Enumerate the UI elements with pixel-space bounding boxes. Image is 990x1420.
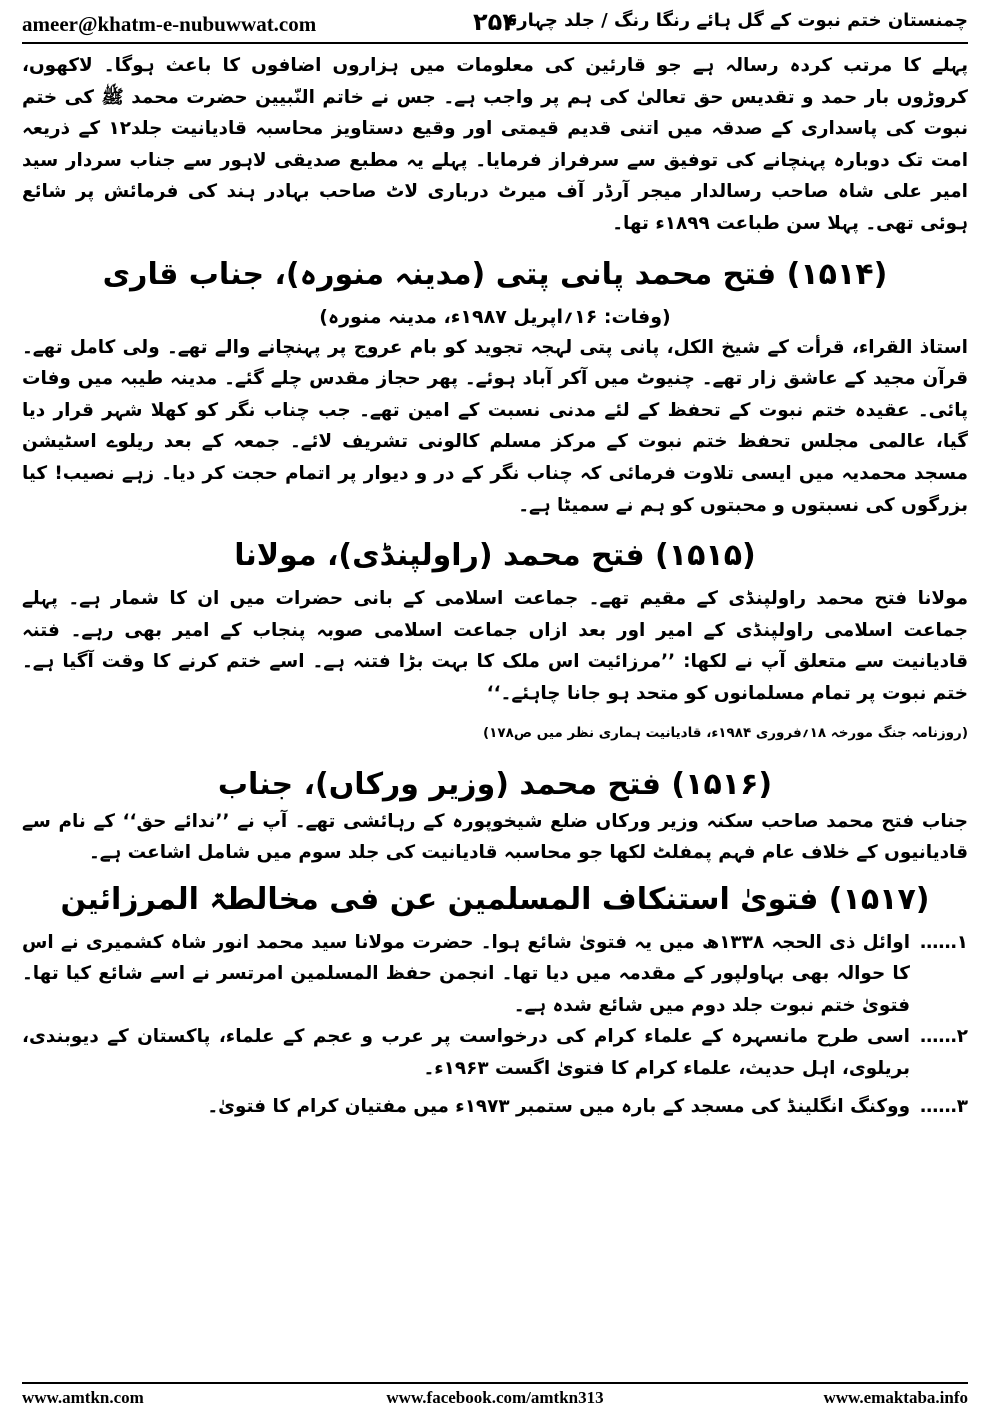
header-email[interactable]: ameer@khatm-e-nubuwwat.com xyxy=(22,12,317,36)
list-item-text: اوائل ذی الحجہ ۱۳۳۸ھ میں یہ فتویٰ شائع ہوا۔ حضرت مولانا سید محمد انور شاہ کشمیری نے اس کا حوالہ بھی بہاولپور کے مقدمہ میں دیا تھا۔ انجمن حفظ المسلمین امرتسر نے اسے شائع کیا تھا۔ فتویٰ ختم نبوت جلد دوم میں شائع شدہ ہے۔ xyxy=(22,931,910,1016)
footer-rule xyxy=(22,1382,968,1384)
section-subheading-1514: (وفات: ۱۶؍اپریل ۱۹۸۷ء، مدینہ منورہ) xyxy=(319,305,671,328)
footer-link-amtkn[interactable]: www.amtkn.com xyxy=(22,1388,144,1407)
list-item-text: ووکنگ انگلینڈ کی مسجد کے بارہ میں ستمبر ۱۹۷۳ء میں مفتیان کرام کا فتویٰ۔ xyxy=(207,1095,910,1117)
section-paragraph-1516: جناب فتح محمد صاحب سکنہ وزیر ورکاں ضلع شیخوپورہ کے رہائشی تھے۔ آپ نے ’’ندائے حق‘‘ کے نام سے قادیانیوں کے خلاف عام فہم پمفلٹ لکھا جو محاسبہ قادیانیت کی جلد سوم میں شامل اشاعت ہے۔ xyxy=(22,810,968,864)
section-heading-1515: (۱۵۱۵) فتح محمد (راولپنڈی)، مولانا xyxy=(234,538,756,574)
list-item xyxy=(22,1091,968,1123)
page-number: ۲۵۴ xyxy=(473,8,517,36)
section-heading-1516: (۱۵۱۶) فتح محمد (وزیر ورکاں)، جناب xyxy=(217,766,773,802)
page-header xyxy=(22,6,968,40)
intro-paragraph: پہلے کا مرتب کردہ رسالہ ہے جو قارئین کی معلومات میں ہزاروں اضافوں کا باعث ہوگا۔ لاکھوں، کروڑوں بار حمد و تقدیس حق تعالیٰ کی ہم پر واجب ہے۔ جس نے خاتم النّبیین حضرت محمد ﷺ کی ختم نبوت کی پاسداری کے صدقہ میں اتنی قدیم قیمتی اور وقیع دستاویز محاسبہ قادیانیت جلد۱۲ کے ذریعہ امت تک دوبارہ پہنچانے کی توفیق سے سرفراز فرمایا۔ پہلے یہ مطبع صدیقی لاہور سے جناب سردار سید امیر علی شاہ صاحب رسالدار میجر آرڈر آف میرٹ درباری لاٹ صاحب بہادر ہند کی فرمائش پر شائع ہوئی تھی۔ پہلا سن طباعت ۱۸۹۹ء تھا۔ xyxy=(22,55,968,234)
footer-link-emaktaba[interactable]: www.emaktaba.info xyxy=(823,1388,968,1407)
footer-link-facebook[interactable]: www.facebook.com/amtkn313 xyxy=(386,1388,604,1407)
list-item-number: ۱…… xyxy=(919,931,968,953)
header-rule xyxy=(22,42,968,44)
section-paragraph-1514: استاذ القراء، قرأت کے شیخ الکل، پانی پتی لہجہ تجوید کو بام عروج پر پہنچانے والے تھے۔ ولی کامل تھے۔ قرآن مجید کے عاشق زار تھے۔ چنیوٹ میں آکر آباد ہوئے۔ پھر حجاز مقدس چلے گئے۔ مدینہ طیبہ میں وفات پائی۔ عقیدہ ختم نبوت کے تحفظ کے لئے مدنی نسبت کے امین تھے۔ جب چناب نگر کو کھلا شہر قرار دیا گیا، عالمی مجلس تحفظ ختم نبوت کے مرکز مسلم کالونی تشریف لائے۔ جمعہ کے بعد ریلوے اسٹیشن مسجد محمدیہ میں ایسی تلاوت فرمائی کہ چناب نگر کے در و دیوار پر اتمام حجت کر دیا۔ زہے نصیب! کیا بزرگوں کی نسبتوں و محبتوں کو ہم نے سمیٹا ہے۔ xyxy=(22,336,968,516)
page-footer xyxy=(22,1388,968,1412)
list-item-number: ۳…… xyxy=(919,1095,968,1117)
list-item xyxy=(22,927,968,1022)
page-body xyxy=(22,50,968,1122)
section-heading-1514: (۱۵۱۴) فتح محمد پانی پتی (مدینہ منورہ)، جناب قاری xyxy=(102,256,888,292)
book-title: چمنستان ختم نبوت کے گل ہائے رنگا رنگ / جلد چہارم xyxy=(504,10,968,31)
list-item-number: ۲…… xyxy=(919,1026,968,1048)
list-item xyxy=(22,1021,968,1084)
section-reference-1515: (روزنامہ جنگ مورخہ ۱۸؍فروری ۱۹۸۴ء، قادیانیت ہماری نظر میں ص۱۷۸) xyxy=(482,724,968,741)
list-item-text: اسی طرح مانسہرہ کے علماء کرام کی درخواست پر عرب و عجم کے علماء، پاکستان کے دیوبندی، بریلوی، اہل حدیث، علماء کرام کا فتویٰ اگست ۱۹۶۳ء۔ xyxy=(22,1026,910,1080)
section-heading-1517: (۱۵۱۷) فتویٰ استنکاف المسلمین عن فی مخالطۃ المرزائین xyxy=(60,881,930,917)
section-paragraph-1515: مولانا فتح محمد راولپنڈی کے مقیم تھے۔ جماعت اسلامی کے بانی حضرات میں ان کا شمار ہے۔ پہلے جماعت اسلامی راولپنڈی کے امیر اور بعد ازاں جماعت اسلامی صوبہ پنجاب کے امیر بھی رہے۔ فتنہ قادیانیت سے متعلق آپ نے لکھا: ’’مرزائیت اس ملک کا بہت بڑا فتنہ ہے۔ اسے ختم کرنے کا وقت آگیا ہے۔ ختم نبوت پر تمام مسلمانوں کو متحد ہو جانا چاہئے۔‘‘ xyxy=(22,588,968,704)
